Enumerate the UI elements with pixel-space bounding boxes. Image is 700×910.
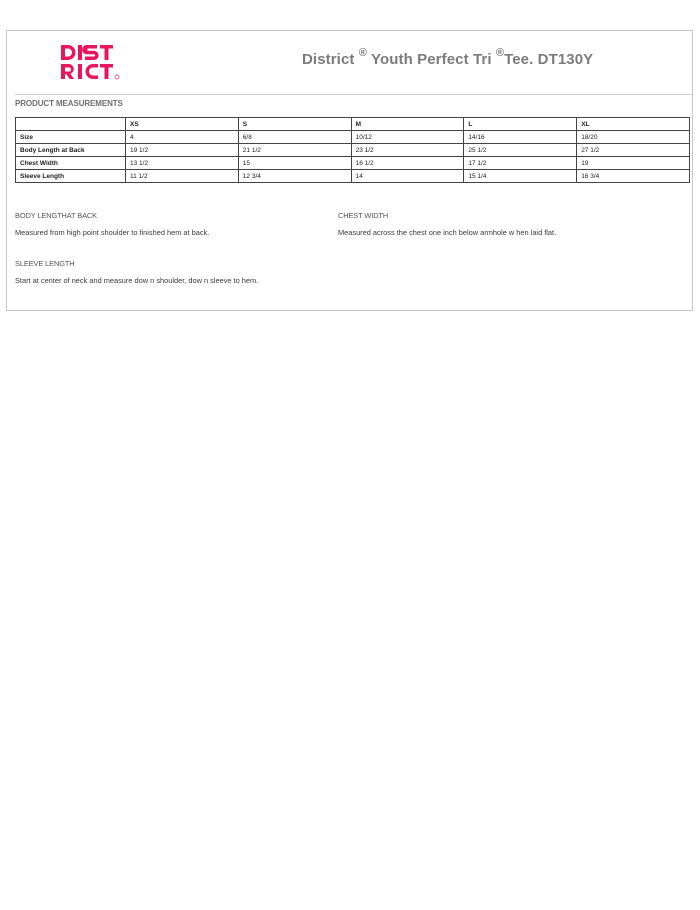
table-cell: 11 1/2: [126, 170, 239, 183]
note-text: Start at center of neck and measure dow n shoulder, dow n sleeve to hem.: [15, 276, 259, 285]
district-logo: [61, 45, 123, 85]
table-cell: 21 1/2: [238, 144, 351, 157]
registered-mark: ®: [495, 47, 505, 59]
table-header-cell: M: [351, 118, 464, 131]
row-label: Body Length at Back: [16, 144, 126, 157]
registered-mark: ®: [358, 47, 367, 59]
table-cell: 19 1/2: [126, 144, 239, 157]
district-logo-mark: [61, 45, 123, 85]
table-row: [16, 157, 690, 170]
table-header-cell: S: [238, 118, 351, 131]
table-cell: 13 1/2: [126, 157, 239, 170]
table-cell: 25 1/2: [464, 144, 577, 157]
note-heading: BODY LENGTHAT BACK: [15, 211, 97, 220]
table-cell: 4: [126, 131, 239, 144]
note-text: Measured from high point shoulder to finished hem at back.: [15, 228, 210, 237]
table-cell: 17 1/2: [464, 157, 577, 170]
table-cell: 27 1/2: [577, 144, 690, 157]
table-cell: 15 1/4: [464, 170, 577, 183]
table-header-row: [16, 118, 690, 131]
table-cell: 15: [238, 157, 351, 170]
note-body-length: [15, 211, 209, 237]
document-title: District ® Youth Perfect Tri ®Tee. DT130Y: [302, 47, 594, 68]
note-heading: CHEST WIDTH: [338, 211, 389, 220]
table-row: [16, 144, 690, 157]
note-chest-width: [338, 211, 556, 237]
measurement-sheet: [6, 30, 693, 311]
table-cell: 14/16: [464, 131, 577, 144]
note-heading: SLEEVE LENGTH: [15, 259, 75, 268]
table-row: [16, 170, 690, 183]
table-cell: 10/12: [351, 131, 464, 144]
table-cell: 23 1/2: [351, 144, 464, 157]
section-label: PRODUCT MEASUREMENTS: [15, 99, 123, 108]
table-cell: 16 1/2: [351, 157, 464, 170]
table-header-cell: XL: [577, 118, 690, 131]
table-cell: 6/8: [238, 131, 351, 144]
measurements-table: [15, 117, 690, 183]
table-header-cell: L: [464, 118, 577, 131]
note-sleeve-length: [15, 259, 258, 285]
note-text: Measured across the chest one inch below armhole w hen laid flat.: [338, 228, 557, 237]
row-label: Sleeve Length: [16, 170, 126, 183]
table-cell: 18/20: [577, 131, 690, 144]
table-cell: 19: [577, 157, 690, 170]
row-label: Size: [16, 131, 126, 144]
table-cell: 12 3/4: [238, 170, 351, 183]
table-header-cell: XS: [126, 118, 239, 131]
table-row: [16, 131, 690, 144]
table-cell: 14: [351, 170, 464, 183]
table-header-cell: [16, 118, 126, 131]
header-divider: [15, 94, 692, 95]
table-cell: 16 3/4: [577, 170, 690, 183]
row-label: Chest Width: [16, 157, 126, 170]
